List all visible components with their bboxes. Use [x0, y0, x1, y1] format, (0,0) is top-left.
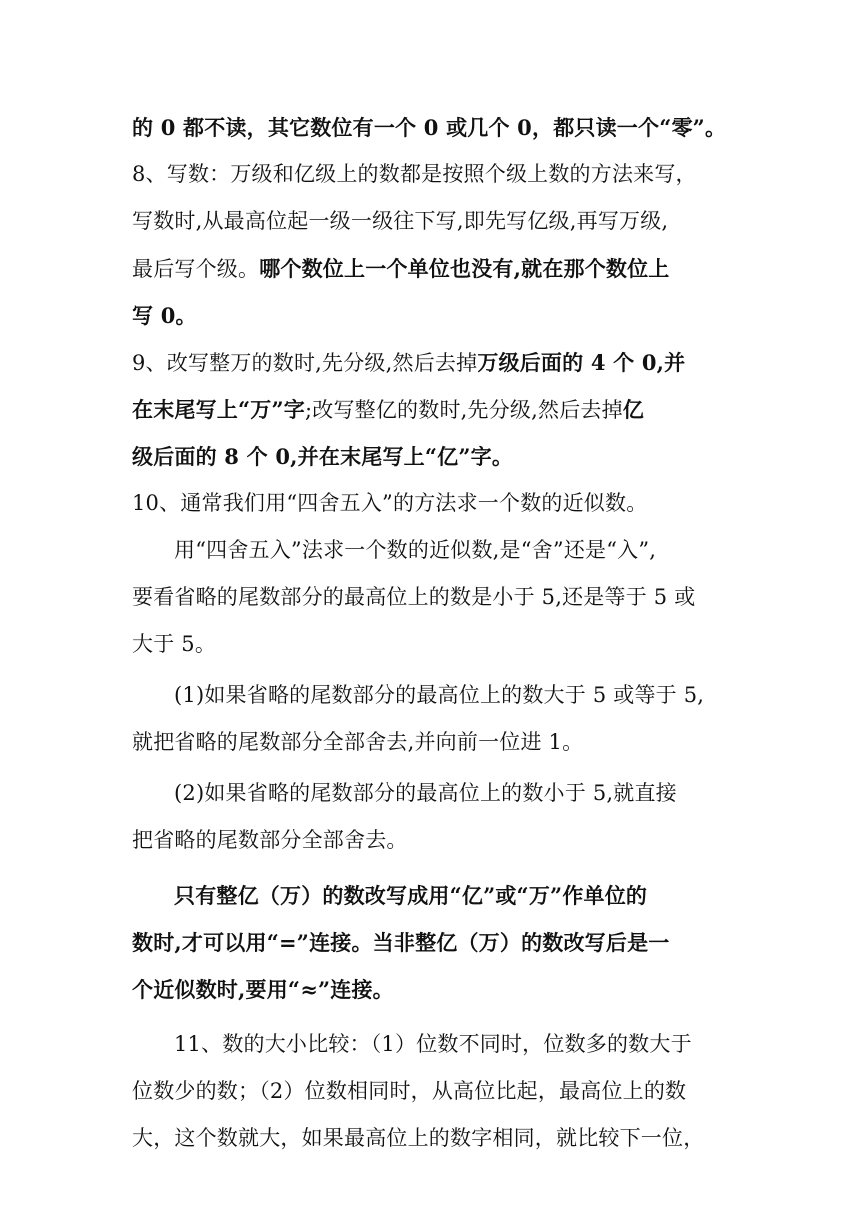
text-segment-bold: 级后面的 8 个 0,并在末尾写上“亿”字。: [132, 444, 514, 469]
text-line-16: [132, 817, 742, 864]
text-line-14: [132, 719, 742, 766]
text-line-3: [132, 198, 742, 245]
text-segment-bold: 写 0。: [132, 303, 197, 328]
text-segment: 11、数的大小比较：（1）位数不同时，位数多的数大于: [174, 1032, 692, 1056]
text-segment: 就把省略的尾数部分全部舍去,并向前一位进 1。: [132, 730, 584, 754]
text-segment: (2)如果省略的尾数部分的最高位上的数小于 5,就直接: [174, 781, 677, 805]
text-segment: 最后写个级。: [132, 257, 260, 281]
text-line-19: [132, 966, 742, 1013]
text-segment: 8、写数：万级和亿级上的数都是按照个级上数的方法来写，: [132, 162, 697, 186]
text-segment: ;改写整亿的数时,先分级,然后去掉: [304, 398, 623, 422]
text-line-17: [132, 872, 742, 919]
text-line-5: [132, 292, 742, 339]
text-line-2: [132, 151, 742, 198]
text-line-21: [132, 1068, 742, 1115]
text-segment: 写数时,从最高位起一级一级往下写,即先写亿级,再写万级,: [132, 209, 669, 233]
text-segment-bold: 个近似数时,要用“≈”连接。: [132, 977, 394, 1002]
text-segment-bold: 数时,才可以用“=”连接。当非整亿（万）的数改写后是一: [132, 930, 670, 955]
text-line-6: [132, 339, 742, 386]
text-line-22: [132, 1115, 742, 1162]
text-segment-bold: 万级后面的 4 个 0,并: [477, 350, 686, 375]
document-page: [132, 104, 742, 1162]
text-line-4: [132, 245, 742, 292]
text-segment-bold: 亿: [622, 397, 644, 422]
text-line-9: [132, 480, 742, 527]
text-line-8: [132, 433, 742, 480]
text-segment: 大，这个数就大，如果最高位上的数字相同，就比较下一位，: [132, 1126, 705, 1150]
text-segment-bold: 只有整亿（万）的数改写成用“亿”或“万”作单位的: [174, 883, 648, 908]
text-line-20: [132, 1021, 742, 1068]
text-line-1: [132, 104, 742, 151]
text-segment: 10、通常我们用“四舍五入”的方法求一个数的近似数。: [132, 491, 648, 515]
text-segment-bold: 在末尾写上“万”字: [132, 397, 305, 422]
text-segment: 要看省略的尾数部分的最高位上的数是小于 5,还是等于 5 或: [132, 585, 696, 609]
text-line-18: [132, 919, 742, 966]
text-line-13: [132, 672, 742, 719]
text-line-10: [132, 527, 742, 574]
text-line-11: [132, 574, 742, 621]
text-line-12: [132, 621, 742, 668]
text-segment-bold: 哪个数位上一个单位也没有,就在那个数位上: [259, 256, 670, 281]
text-segment: 的 0 都不读，其它数位有一个 0 或几个 0，都只读一个“零”。: [132, 115, 727, 140]
text-segment: 位数少的数；（2）位数相同时，从高位比起，最高位上的数: [132, 1079, 687, 1103]
text-segment: (1)如果省略的尾数部分的最高位上的数大于 5 或等于 5,: [174, 683, 705, 707]
text-line-7: [132, 386, 742, 433]
text-line-15: [132, 770, 742, 817]
text-segment: 9、改写整万的数时,先分级,然后去掉: [132, 351, 478, 375]
text-segment: 大于 5。: [132, 632, 217, 656]
text-segment: 把省略的尾数部分全部舍去。: [132, 828, 408, 852]
text-segment: 用“四舍五入”法求一个数的近似数,是“舍”还是“入”,: [174, 538, 657, 562]
